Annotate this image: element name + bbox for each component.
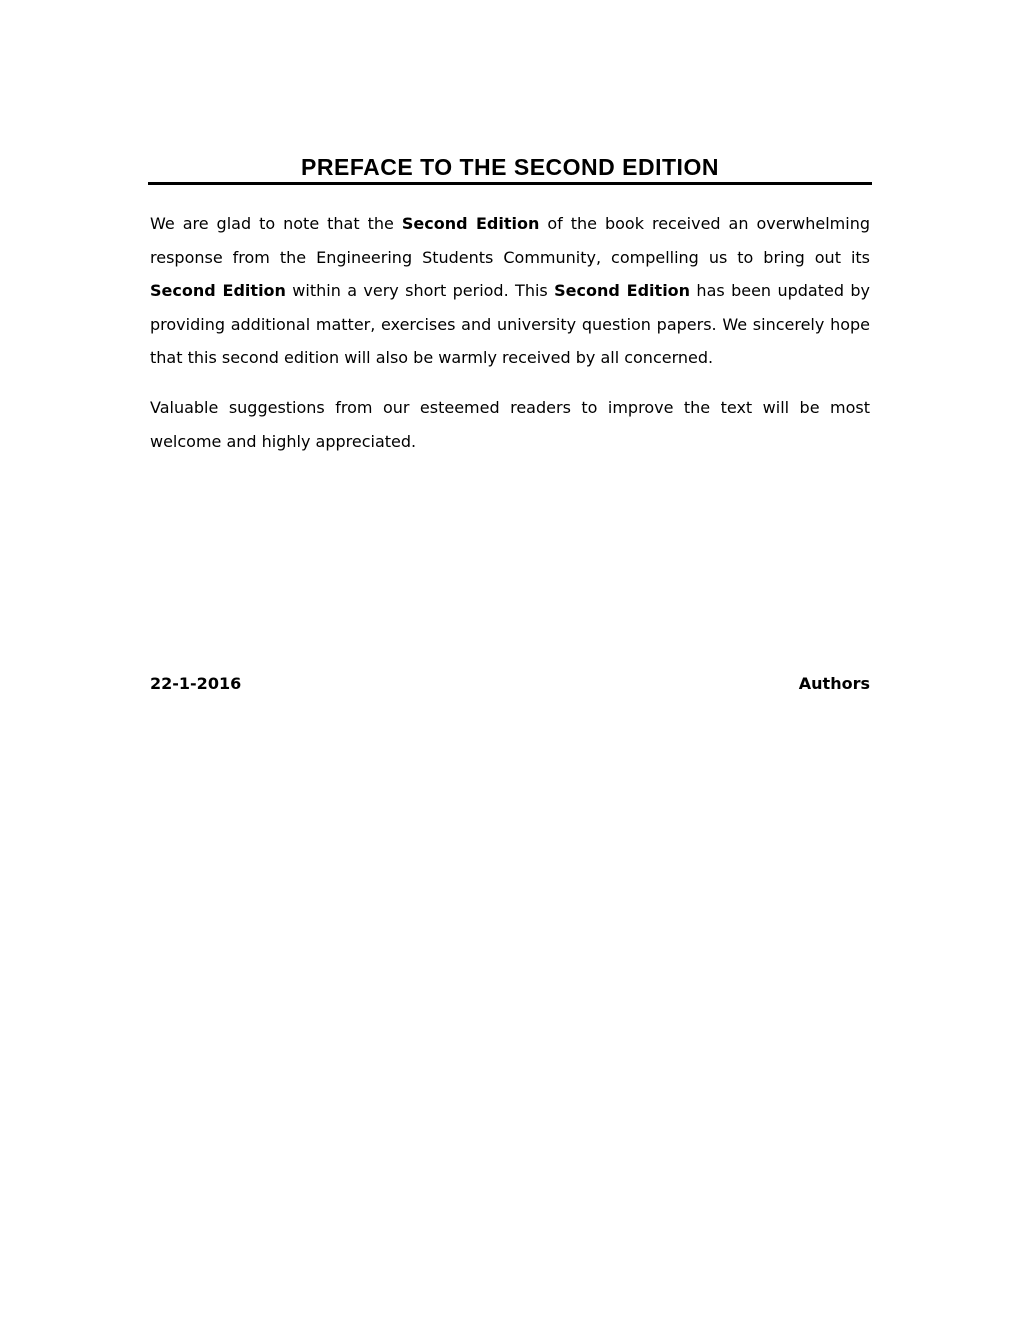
paragraph-text: of the book received an overwhelming response from the Engineering Students Community, compelling us to bring out its (150, 214, 871, 267)
preface-paragraph-1 (150, 207, 870, 375)
preface-date: 22-1-2016 (150, 674, 242, 693)
title-underline (148, 182, 872, 185)
paragraph-text: within a very short period. This (285, 281, 555, 300)
bold-edition-text: Second Edition (401, 214, 540, 233)
paragraph-text: has been updated by providing additional matter, exercises and university question papers. We sincerely hope that this second edition will also be warmly received by all concerned. (150, 281, 870, 367)
paragraph-text: We are glad to note that the (150, 214, 402, 233)
page-title: PREFACE TO THE SECOND EDITION (301, 154, 719, 180)
bold-edition-text: Second Edition (554, 281, 691, 300)
bold-edition-text: Second Edition (150, 281, 286, 300)
preface-signature: Authors (798, 674, 870, 693)
preface-paragraph-2: Valuable suggestions from our esteemed readers to improve the text will be most welcome and highly appreciated. (150, 398, 870, 451)
